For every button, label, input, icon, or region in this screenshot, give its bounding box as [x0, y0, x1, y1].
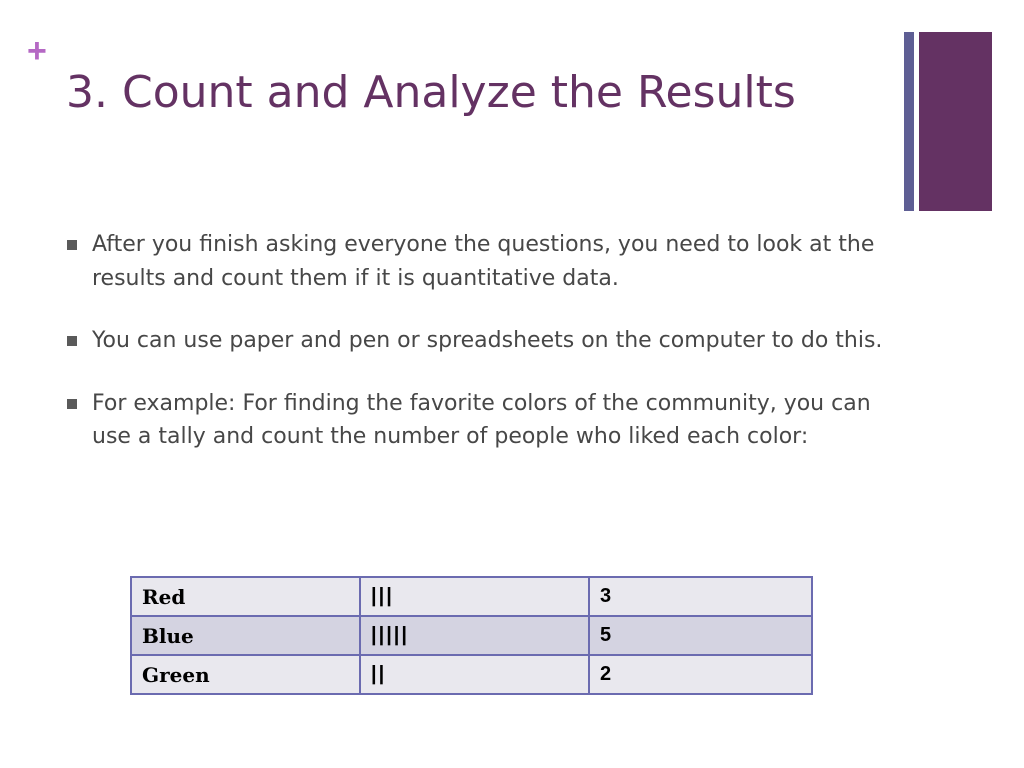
decorative-bar-thin [904, 32, 914, 211]
bullet-text: After you finish asking everyone the questions, you need to look at the results and count them if it is quantitative data. [92, 232, 875, 291]
table-row [131, 616, 812, 655]
bullet-item [67, 324, 902, 358]
tally-table [130, 576, 813, 695]
table-row [131, 577, 812, 616]
bullet-list [67, 228, 902, 483]
bullet-item [67, 387, 902, 454]
bullet-item [67, 228, 902, 295]
decorative-bar-thick [919, 32, 992, 211]
slide-title: 3. Count and Analyze the Results [66, 67, 796, 118]
plus-icon: + [27, 32, 47, 70]
tally-cell: ||||| [360, 616, 589, 655]
count-cell: 5 [589, 616, 812, 655]
bullet-text: For example: For finding the favorite colors of the community, you can use a tally and count the number of people who liked each color: [92, 390, 871, 449]
square-bullet-icon [67, 240, 77, 250]
count-cell: 3 [589, 577, 812, 616]
color-cell: Green [131, 655, 360, 694]
tally-cell: ||| [360, 577, 589, 616]
square-bullet-icon [67, 336, 77, 346]
table-row [131, 655, 812, 694]
tally-cell: || [360, 655, 589, 694]
bullet-text: You can use paper and pen or spreadsheets on the computer to do this. [92, 328, 883, 353]
color-cell: Blue [131, 616, 360, 655]
color-cell: Red [131, 577, 360, 616]
count-cell: 2 [589, 655, 812, 694]
square-bullet-icon [67, 399, 77, 409]
